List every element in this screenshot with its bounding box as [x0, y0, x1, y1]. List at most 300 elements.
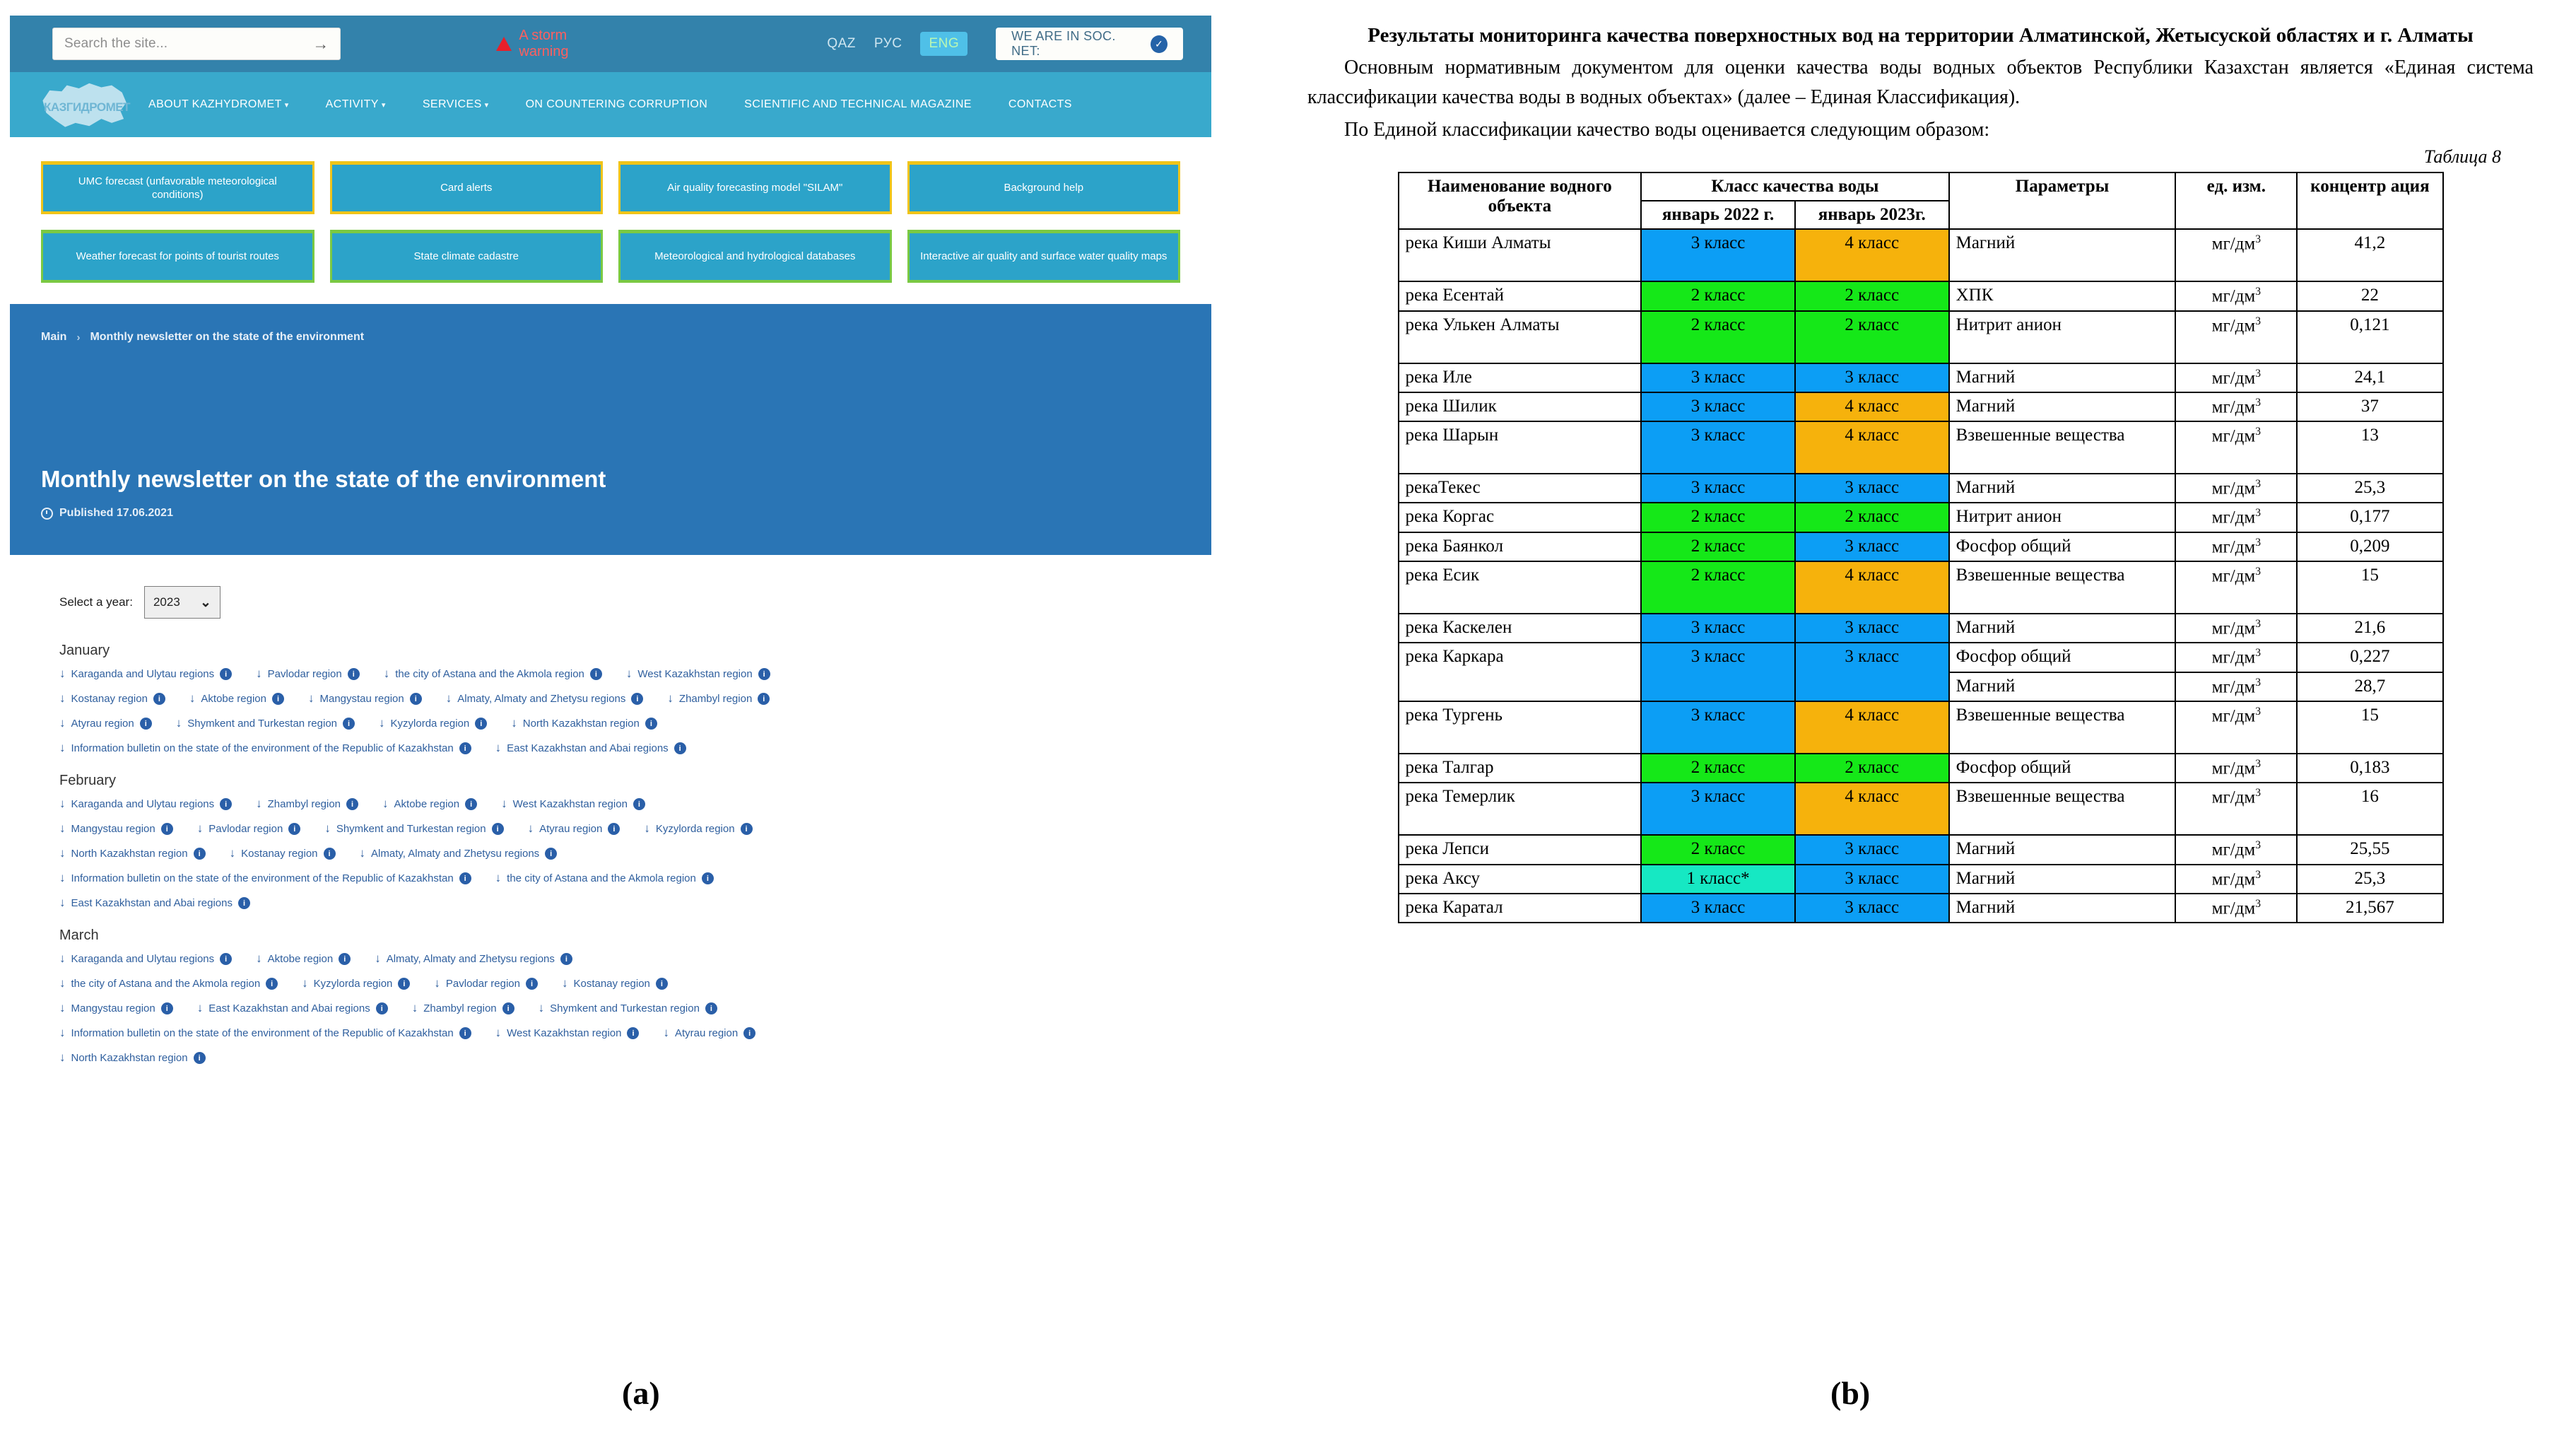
bulletin-download-link[interactable] [256, 668, 360, 680]
unit-exponent: 3 [2255, 676, 2261, 689]
cell-class-2023: 4 класс [1795, 229, 1949, 281]
tile-background-help[interactable] [907, 161, 1181, 214]
bulletin-link-label: Kostanay region [573, 978, 650, 990]
search-input[interactable]: Search the site... [64, 36, 168, 51]
cell-unit: $мг/дм^3$ [2175, 532, 2297, 561]
download-icon: ↓ [495, 1026, 502, 1039]
bulletin-link-label: Aktobe region [201, 693, 266, 705]
site-topbar [10, 16, 1211, 72]
unit-exponent: 3 [2255, 536, 2261, 549]
cell-unit: $мг/дм^3$ [2175, 643, 2297, 672]
bulletin-link-label: Information bulletin on the state of the environment of the Republic of Kazakhstan [71, 1027, 454, 1039]
cell-parameter: Нитрит анион [1949, 503, 2176, 532]
bulletin-download-link[interactable] [495, 742, 686, 754]
cell-concentration: 0,183 [2297, 754, 2442, 783]
info-icon[interactable]: i [346, 798, 358, 810]
cell-concentration: 15 [2297, 701, 2442, 754]
cell-concentration: 25,3 [2297, 474, 2442, 503]
cell-object-name: река Каркара [1399, 643, 1642, 701]
cell-class-2022: 3 класс [1641, 421, 1795, 474]
warning-triangle-icon [496, 37, 512, 51]
bulletin-download-link[interactable] [446, 693, 644, 705]
bulletin-link-label: the city of Astana and the Akmola region [507, 872, 696, 884]
cell-object-name: рекаТекес [1399, 474, 1642, 503]
cell-parameter: Взвешенные вещества [1949, 421, 2176, 474]
unit-exponent: 3 [2255, 618, 2261, 631]
cell-unit: $мг/дм^3$ [2175, 421, 2297, 474]
bulletin-link-label: Karaganda and Ulytau regions [71, 798, 215, 810]
download-icon: ↓ [256, 667, 262, 680]
year-filter [59, 586, 1162, 619]
year-filter-label: Select a year: [59, 595, 133, 609]
cell-concentration: 25,3 [2297, 865, 2442, 894]
social-networks-button[interactable] [996, 28, 1183, 60]
bulletin-download-link[interactable] [59, 1052, 206, 1064]
bulletin-download-link[interactable] [189, 693, 284, 705]
bulletin-download-link[interactable] [308, 693, 422, 705]
bulletin-download-link[interactable] [495, 1027, 640, 1039]
nav-item-corruption[interactable]: ON COUNTERING CORRUPTION [525, 98, 708, 110]
quick-links-grid [10, 137, 1211, 304]
cell-class-2022: 3 класс [1641, 783, 1795, 835]
bulletin-link-label: Almaty, Almaty and Zhetysu regions [371, 848, 540, 860]
bulletin-download-link[interactable] [256, 953, 351, 965]
bulletin-download-link[interactable] [626, 668, 770, 680]
download-icon: ↓ [667, 691, 674, 705]
bulletin-download-link[interactable] [375, 953, 572, 965]
info-icon[interactable]: i [608, 823, 620, 835]
cell-parameter: Магний [1949, 865, 2176, 894]
download-icon: ↓ [379, 716, 385, 730]
bulletin-link-label: Shymkent and Turkestan region [187, 718, 338, 730]
info-icon[interactable]: i [743, 1027, 755, 1039]
panel-a-website-screenshot [0, 0, 1272, 1433]
cell-class-2023: 3 класс [1795, 614, 1949, 643]
bulletin-link-label: Kostanay region [241, 848, 318, 860]
chevron-down-icon: ▾ [484, 101, 489, 110]
download-icon: ↓ [59, 1001, 66, 1014]
bulletin-download-link[interactable] [59, 872, 471, 884]
unit-exponent: 3 [2255, 507, 2261, 520]
info-icon[interactable]: i [398, 978, 410, 990]
cell-parameter: Фосфор общий [1949, 643, 2176, 672]
bulletin-link-row [59, 742, 1162, 754]
nav-item-services[interactable] [423, 98, 489, 111]
panel-b-document [1272, 0, 2576, 1433]
download-icon: ↓ [175, 716, 182, 730]
bulletin-link-label: Zhambyl region [678, 693, 753, 705]
info-icon[interactable]: i [702, 872, 714, 884]
info-icon[interactable]: i [161, 1002, 173, 1014]
published-label: Published 17.06.2021 [59, 507, 173, 519]
bulletin-download-link[interactable] [230, 848, 336, 860]
bulletin-link-label: West Kazakhstan region [637, 668, 753, 680]
bulletin-download-link[interactable] [59, 718, 152, 730]
tile-umc-forecast[interactable] [41, 161, 314, 214]
bulletin-download-link[interactable] [528, 823, 621, 835]
info-icon[interactable]: i [220, 953, 232, 965]
download-icon: ↓ [302, 976, 308, 990]
cell-class-2023: 4 класс [1795, 561, 1949, 614]
bulletin-download-link[interactable] [59, 953, 232, 965]
bulletin-link-label: Atyrau region [539, 823, 603, 835]
download-icon: ↓ [527, 821, 534, 835]
download-icon: ↓ [495, 741, 502, 754]
cell-concentration: 25,55 [2297, 835, 2442, 864]
download-icon: ↓ [561, 976, 568, 990]
cell-concentration: 37 [2297, 392, 2442, 421]
info-icon[interactable]: i [492, 823, 504, 835]
unit-exponent: 3 [2255, 647, 2261, 660]
unit-exponent: 3 [2255, 758, 2261, 771]
unit-exponent: 3 [2255, 787, 2261, 800]
cell-class-2022: 1 класс* [1641, 865, 1795, 894]
cell-concentration: 28,7 [2297, 672, 2442, 701]
tile-label: State climate cadastre [413, 250, 519, 263]
table-row [1399, 701, 2443, 754]
bulletin-download-link[interactable] [59, 978, 278, 990]
bulletin-link-label: Zhambyl region [267, 798, 341, 810]
cell-concentration: 21,6 [2297, 614, 2442, 643]
bulletin-download-link[interactable] [324, 823, 503, 835]
table-header-row-1 [1399, 172, 2443, 201]
cell-parameter: Магний [1949, 229, 2176, 281]
table-row [1399, 229, 2443, 281]
download-icon: ↓ [196, 1001, 204, 1014]
unit-exponent: 3 [2255, 478, 2261, 491]
bulletin-download-link[interactable] [384, 668, 602, 680]
bulletin-download-link[interactable] [382, 798, 477, 810]
cell-class-2022: 3 класс [1641, 894, 1795, 923]
tile-silam-model[interactable] [618, 161, 892, 214]
info-icon[interactable]: i [343, 718, 355, 730]
bulletin-link-label: Atyrau region [71, 718, 134, 730]
tile-tourist-routes[interactable] [41, 230, 314, 283]
month-heading: March [59, 928, 99, 943]
breadcrumb-home[interactable]: Main [41, 331, 67, 343]
info-icon[interactable]: i [324, 848, 336, 860]
cell-unit: $мг/дм^3$ [2175, 835, 2297, 864]
info-icon[interactable]: i [705, 1002, 717, 1014]
cell-class-2022: 2 класс [1641, 835, 1795, 864]
download-icon: ↓ [375, 952, 381, 965]
table-row [1399, 281, 2443, 310]
info-icon[interactable]: i [238, 897, 250, 909]
cell-class-2023: 3 класс [1795, 532, 1949, 561]
download-icon: ↓ [359, 846, 366, 860]
bulletin-download-link[interactable] [562, 978, 668, 990]
cell-parameter: Магний [1949, 392, 2176, 421]
bulletin-download-link[interactable] [197, 1002, 388, 1014]
cell-class-2023: 2 класс [1795, 281, 1949, 310]
tile-label: Meteorological and hydrological databases [654, 250, 856, 263]
bulletin-download-link[interactable] [667, 693, 770, 705]
tile-hydro-databases[interactable] [618, 230, 892, 283]
info-icon[interactable]: i [459, 872, 471, 884]
download-icon: ↓ [59, 821, 66, 835]
lang-rus[interactable]: РУС [874, 36, 902, 51]
download-icon: ↓ [59, 1026, 66, 1039]
download-icon: ↓ [382, 797, 389, 810]
bulletin-download-link[interactable] [663, 1027, 755, 1039]
bulletin-download-link[interactable] [256, 798, 358, 810]
info-icon[interactable]: i [741, 823, 753, 835]
tile-card-alerts[interactable] [330, 161, 604, 214]
bulletin-link-label: the city of Astana and the Akmola region [71, 978, 261, 990]
cell-object-name: река Коргас [1399, 503, 1642, 532]
bulletin-download-link[interactable] [59, 897, 250, 909]
cell-class-2022: 3 класс [1641, 363, 1795, 392]
cell-class-2023: 2 класс [1795, 311, 1949, 363]
lang-qaz[interactable]: QAZ [827, 36, 856, 51]
lang-eng[interactable]: ENG [920, 32, 968, 56]
bulletin-link-row [59, 872, 1162, 884]
info-icon[interactable]: i [627, 1027, 639, 1039]
nav-item-about[interactable] [148, 98, 289, 111]
download-icon: ↓ [663, 1026, 669, 1039]
nav-item-activity[interactable] [326, 98, 386, 111]
info-icon[interactable]: i [272, 693, 284, 705]
cell-parameter: ХПК [1949, 281, 2176, 310]
bulletin-link-row [59, 718, 1162, 730]
info-icon[interactable]: i [161, 823, 173, 835]
cell-class-2023: 2 класс [1795, 754, 1949, 783]
bulletin-link-label: Atyrau region [674, 1027, 739, 1039]
info-icon[interactable]: i [194, 1052, 206, 1064]
info-icon[interactable]: i [459, 1027, 471, 1039]
info-icon[interactable]: i [339, 953, 351, 965]
bulletin-download-link[interactable] [59, 742, 471, 754]
cell-concentration: 0,121 [2297, 311, 2442, 363]
search-box[interactable] [52, 28, 341, 60]
logo-text: КАЗГИДРОМЕТ [44, 100, 130, 114]
bulletin-link-label: East Kazakhstan and Abai regions [208, 1002, 370, 1014]
kazhydromet-logo[interactable] [38, 76, 130, 133]
cell-concentration: 21,567 [2297, 894, 2442, 923]
cell-unit: $мг/дм^3$ [2175, 474, 2297, 503]
table-head [1399, 172, 2443, 229]
info-icon[interactable]: i [153, 693, 165, 705]
bulletin-link-row [59, 693, 1162, 705]
cell-parameter: Магний [1949, 474, 2176, 503]
bulletin-link-row [59, 978, 1162, 990]
bulletin-link-label: Mangystau region [71, 823, 155, 835]
bulletin-link-row [59, 1052, 1162, 1064]
bulletin-link-label: Almaty, Almaty and Zhetysu regions [457, 693, 626, 705]
download-icon: ↓ [59, 1051, 66, 1064]
page-content [10, 555, 1211, 1064]
cell-unit: $мг/дм^3$ [2175, 229, 2297, 281]
bulletin-link-label: Pavlodar region [267, 668, 342, 680]
table-row [1399, 614, 2443, 643]
cell-unit: $мг/дм^3$ [2175, 561, 2297, 614]
info-icon[interactable]: i [645, 718, 657, 730]
cell-class-2022: 2 класс [1641, 532, 1795, 561]
cell-class-2023: 3 класс [1795, 894, 1949, 923]
cell-parameter: Магний [1949, 894, 2176, 923]
tile-interactive-maps[interactable] [907, 230, 1181, 283]
bulletin-download-link[interactable] [501, 798, 645, 810]
bulletin-download-link[interactable] [59, 823, 173, 835]
info-icon[interactable]: i [502, 1002, 514, 1014]
bulletin-link-label: the city of Astana and the Akmola region [395, 668, 584, 680]
bulletin-link-row [59, 848, 1162, 860]
main-menu [148, 98, 1072, 111]
info-icon[interactable]: i [633, 798, 645, 810]
info-icon[interactable]: i [465, 798, 477, 810]
bulletin-link-row [59, 668, 1162, 680]
cell-class-2023: 3 класс [1795, 865, 1949, 894]
info-icon[interactable]: i [526, 978, 538, 990]
info-icon[interactable]: i [758, 668, 770, 680]
cell-unit: $мг/дм^3$ [2175, 672, 2297, 701]
table-row [1399, 754, 2443, 783]
table-row [1399, 561, 2443, 614]
monthly-bulletin-list [59, 643, 1162, 1064]
bulletin-download-link[interactable] [197, 823, 301, 835]
table-row [1399, 894, 2443, 923]
bulletin-download-link[interactable] [59, 798, 232, 810]
cell-class-2023: 3 класс [1795, 835, 1949, 864]
cell-object-name: река Шилик [1399, 392, 1642, 421]
info-icon[interactable]: i [545, 848, 557, 860]
bulletin-download-link[interactable] [59, 1002, 173, 1014]
cell-class-2023: 3 класс [1795, 643, 1949, 701]
unit-exponent: 3 [2255, 396, 2261, 409]
table-row [1399, 532, 2443, 561]
download-icon: ↓ [495, 871, 502, 884]
bulletin-link-label: Mangystau region [71, 1002, 155, 1014]
info-icon[interactable]: i [674, 742, 686, 754]
info-icon[interactable]: i [631, 693, 643, 705]
breadcrumb [41, 331, 1180, 344]
info-icon[interactable]: i [758, 693, 770, 705]
download-icon: ↓ [511, 716, 517, 730]
clock-icon [41, 508, 53, 520]
download-icon: ↓ [59, 716, 66, 730]
storm-warning-banner[interactable] [496, 28, 615, 60]
info-icon[interactable]: i [140, 718, 152, 730]
bulletin-download-link[interactable] [59, 1027, 471, 1039]
info-icon[interactable]: i [348, 668, 360, 680]
cell-parameter: Нитрит анион [1949, 311, 2176, 363]
cell-concentration: 13 [2297, 421, 2442, 474]
download-icon: ↓ [59, 667, 66, 680]
download-icon: ↓ [324, 821, 331, 835]
info-icon[interactable]: i [410, 693, 422, 705]
info-icon[interactable]: i [220, 668, 232, 680]
info-icon[interactable]: i [376, 1002, 388, 1014]
cell-object-name: река Темерлик [1399, 783, 1642, 835]
year-select-value: 2023 [153, 595, 180, 609]
bulletin-download-link[interactable] [495, 872, 714, 884]
download-icon: ↓ [196, 821, 204, 835]
bulletin-link-label: Pavlodar region [445, 978, 520, 990]
cell-class-2022: 3 класс [1641, 614, 1795, 643]
table-row [1399, 311, 2443, 363]
cell-object-name: река Иле [1399, 363, 1642, 392]
cell-class-2022: 2 класс [1641, 503, 1795, 532]
bulletin-download-link[interactable] [412, 1002, 514, 1014]
tile-label: Weather forecast for points of tourist routes [76, 250, 279, 263]
bulletin-download-link[interactable] [176, 718, 355, 730]
info-icon[interactable]: i [590, 668, 602, 680]
info-icon[interactable]: i [459, 742, 471, 754]
bulletin-link-label: West Kazakhstan region [512, 798, 628, 810]
cell-parameter: Магний [1949, 363, 2176, 392]
nav-item-magazine[interactable]: SCIENTIFIC AND TECHNICAL MAGAZINE [744, 98, 972, 110]
bulletin-link-label: West Kazakhstan region [507, 1027, 622, 1039]
info-icon[interactable]: i [194, 848, 206, 860]
document-title: Результаты мониторинга качества поверхностных вод на территории Алматинской, Жетысуской областях и г. Алматы [1368, 24, 2474, 47]
cell-concentration: 15 [2297, 561, 2442, 614]
bulletin-download-link[interactable] [644, 823, 752, 835]
bulletin-download-link[interactable] [511, 718, 657, 730]
cell-unit: $мг/дм^3$ [2175, 894, 2297, 923]
unit-exponent: 3 [2255, 286, 2261, 298]
download-icon: ↓ [59, 846, 66, 860]
table-row [1399, 392, 2443, 421]
cell-concentration: 0,177 [2297, 503, 2442, 532]
bulletin-download-link[interactable] [302, 978, 410, 990]
year-select[interactable] [144, 586, 220, 619]
info-icon[interactable]: i [560, 953, 572, 965]
tile-label: Background help [1004, 182, 1084, 194]
info-icon[interactable]: i [288, 823, 300, 835]
bulletin-link-label: Karaganda and Ulytau regions [71, 668, 215, 680]
search-submit-icon[interactable]: → [312, 34, 329, 53]
bulletin-download-link[interactable] [434, 978, 538, 990]
info-icon[interactable]: i [656, 978, 668, 990]
bulletin-download-link[interactable] [59, 693, 165, 705]
info-icon[interactable]: i [266, 978, 278, 990]
unit-exponent: 3 [2255, 868, 2261, 881]
month-heading: January [59, 643, 110, 658]
language-switcher [827, 32, 968, 56]
cell-concentration: 0,209 [2297, 532, 2442, 561]
th-parameters: Параметры [1949, 172, 2176, 229]
bulletin-download-link[interactable] [379, 718, 487, 730]
unit-exponent: 3 [2255, 566, 2261, 578]
cell-class-2023: 4 класс [1795, 701, 1949, 754]
bulletin-download-link[interactable] [59, 668, 232, 680]
bulletin-link-row [59, 1002, 1162, 1014]
download-icon: ↓ [445, 691, 452, 705]
download-icon: ↓ [307, 691, 314, 705]
bulletin-download-link[interactable] [360, 848, 558, 860]
cell-class-2023: 2 класс [1795, 503, 1949, 532]
download-icon: ↓ [256, 952, 262, 965]
table-row [1399, 865, 2443, 894]
tile-label: Interactive air quality and surface water quality maps [920, 250, 1168, 263]
cell-class-2023: 4 класс [1795, 392, 1949, 421]
cell-class-2022: 3 класс [1641, 392, 1795, 421]
bulletin-link-label: North Kazakhstan region [71, 848, 188, 860]
nav-item-contacts[interactable]: CONTACTS [1008, 98, 1072, 110]
cell-concentration: 22 [2297, 281, 2442, 310]
bulletin-link-label: East Kazakhstan and Abai regions [507, 742, 669, 754]
cell-parameter: Взвешенные вещества [1949, 783, 2176, 835]
bulletin-download-link[interactable] [539, 1002, 717, 1014]
bulletin-download-link[interactable] [59, 848, 206, 860]
download-icon: ↓ [256, 797, 262, 810]
cell-unit: $мг/дм^3$ [2175, 392, 2297, 421]
info-icon[interactable]: i [475, 718, 487, 730]
published-date [41, 507, 173, 520]
tile-climate-cadastre[interactable] [330, 230, 604, 283]
download-icon: ↓ [59, 691, 66, 705]
info-icon[interactable]: i [220, 798, 232, 810]
